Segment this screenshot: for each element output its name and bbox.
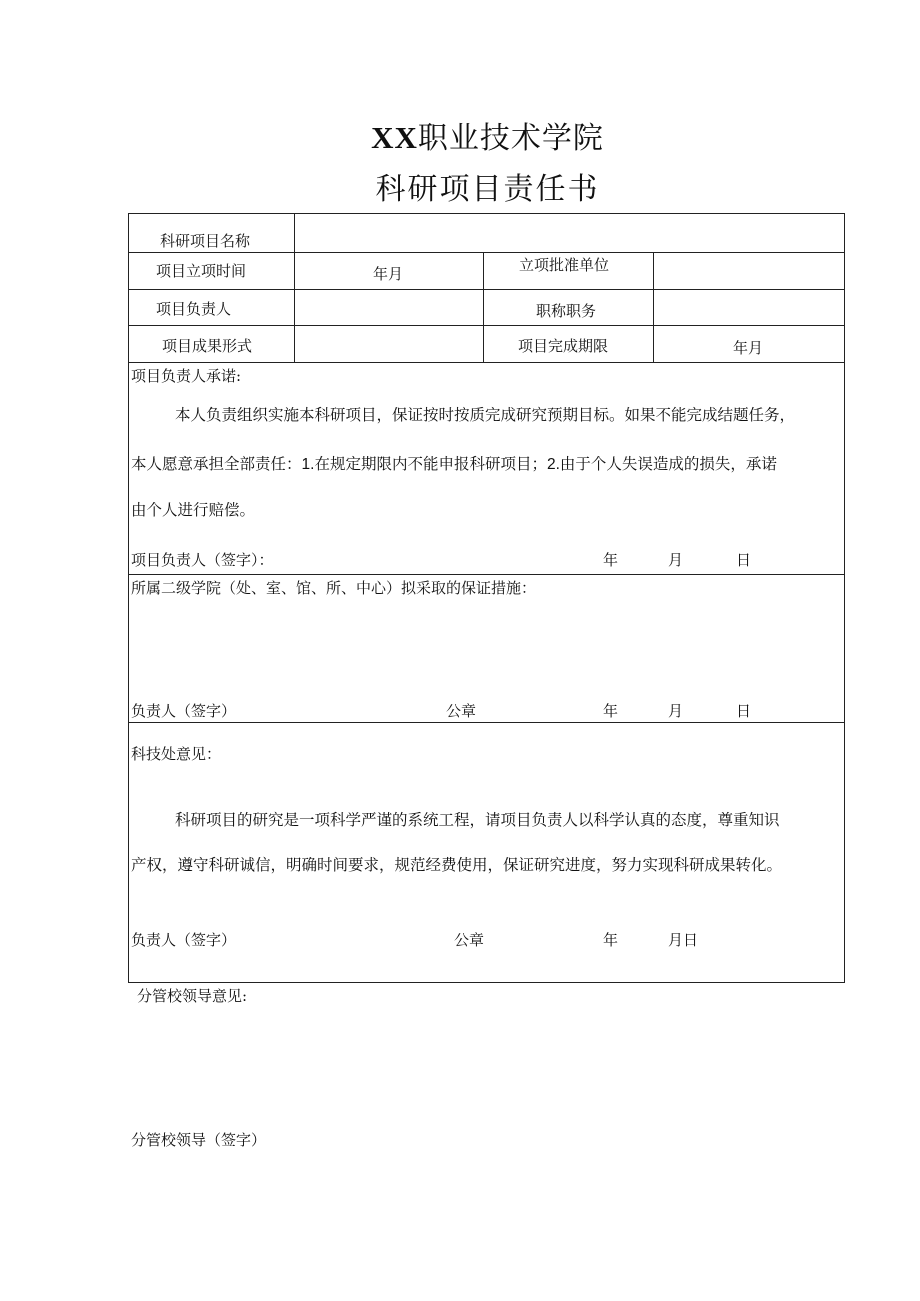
commitment-year: 年: [603, 551, 619, 569]
row-divider-3: [128, 325, 845, 326]
commitment-heading: 项目负责人承诺:: [131, 367, 242, 385]
commitment-line-2a: 本人愿意承担全部责任：: [131, 455, 302, 473]
document-subtitle: 科研项目责任书: [375, 172, 600, 207]
commitment-number-2: 2.: [546, 456, 560, 473]
col-divider-3: [653, 252, 654, 362]
research-office-year: 年: [603, 931, 619, 949]
deadline-field[interactable]: 年月: [733, 339, 764, 357]
college-measures-heading: 所属二级学院（处、室、馆、所、中心）拟采取的保证措施：: [131, 579, 537, 597]
commitment-line-2b: 在规定期限内不能申报科研项目；: [314, 455, 547, 473]
commitment-line-2: [131, 454, 777, 475]
deadline-label: 项目完成期限: [518, 337, 609, 355]
title-position-field[interactable]: [660, 298, 840, 318]
college-month: 月: [668, 702, 684, 720]
document-title: [0, 118, 920, 159]
section-divider-2: [128, 722, 845, 723]
commitment-day: 日: [736, 551, 752, 569]
approval-time-label: 项目立项时间: [156, 262, 247, 280]
project-name-field[interactable]: [300, 231, 840, 251]
row-divider-4: [128, 362, 845, 363]
research-office-line-2: 产权，遵守科研诚信，明确时间要求，规范经费使用，保证研究进度，努力实现科研成果转化。: [131, 856, 783, 874]
result-form-field[interactable]: [300, 335, 478, 355]
commitment-month: 月: [668, 551, 684, 569]
title-position-label: 职称职务: [536, 302, 597, 320]
research-office-signature-label: 负责人（签字）: [131, 931, 237, 949]
row-divider-1: [128, 252, 845, 253]
commitment-line-3: 由个人进行赔偿。: [131, 501, 256, 519]
college-day: 日: [736, 702, 752, 720]
project-leader-field[interactable]: [300, 298, 478, 318]
college-signature-label: 负责人（签字）: [131, 702, 237, 720]
section-divider-1: [128, 574, 845, 575]
research-office-heading: 科技处意见：: [131, 745, 222, 763]
title-main: 职业技术学院: [417, 121, 604, 156]
college-seal: 公章: [446, 702, 477, 720]
approval-time-field[interactable]: 年月: [373, 265, 404, 283]
approval-unit-label: 立项批准单位: [519, 256, 610, 274]
col-divider-1: [294, 213, 295, 362]
result-form-label: 项目成果形式: [162, 337, 253, 355]
research-office-seal: 公章: [454, 931, 485, 949]
commitment-line-2c: 由于个人失误造成的损失，承诺: [559, 455, 777, 473]
leader-signature-label: 分管校领导（签字）: [131, 1131, 267, 1149]
commitment-line-1: 本人负责组织实施本科研项目，保证按时按质完成研究预期目标。如果不能完成结题任务，: [175, 406, 796, 424]
col-divider-2: [483, 252, 484, 362]
leader-opinion-heading: 分管校领导意见:: [137, 987, 248, 1005]
title-prefix: XX: [371, 120, 418, 155]
commitment-signature-label: 项目负责人（签字）：: [131, 551, 274, 569]
commitment-number-1: 1.: [301, 456, 315, 473]
project-leader-label: 项目负责人: [156, 300, 232, 318]
college-year: 年: [603, 702, 619, 720]
approval-unit-field[interactable]: [660, 260, 840, 280]
project-name-label: 科研项目名称: [160, 232, 251, 250]
research-office-month-day: 月日: [668, 931, 699, 949]
research-office-line-1: 科研项目的研究是一项科学严谨的系统工程，请项目负责人以科学认真的态度，尊重知识: [175, 811, 780, 829]
row-divider-2: [128, 289, 845, 290]
